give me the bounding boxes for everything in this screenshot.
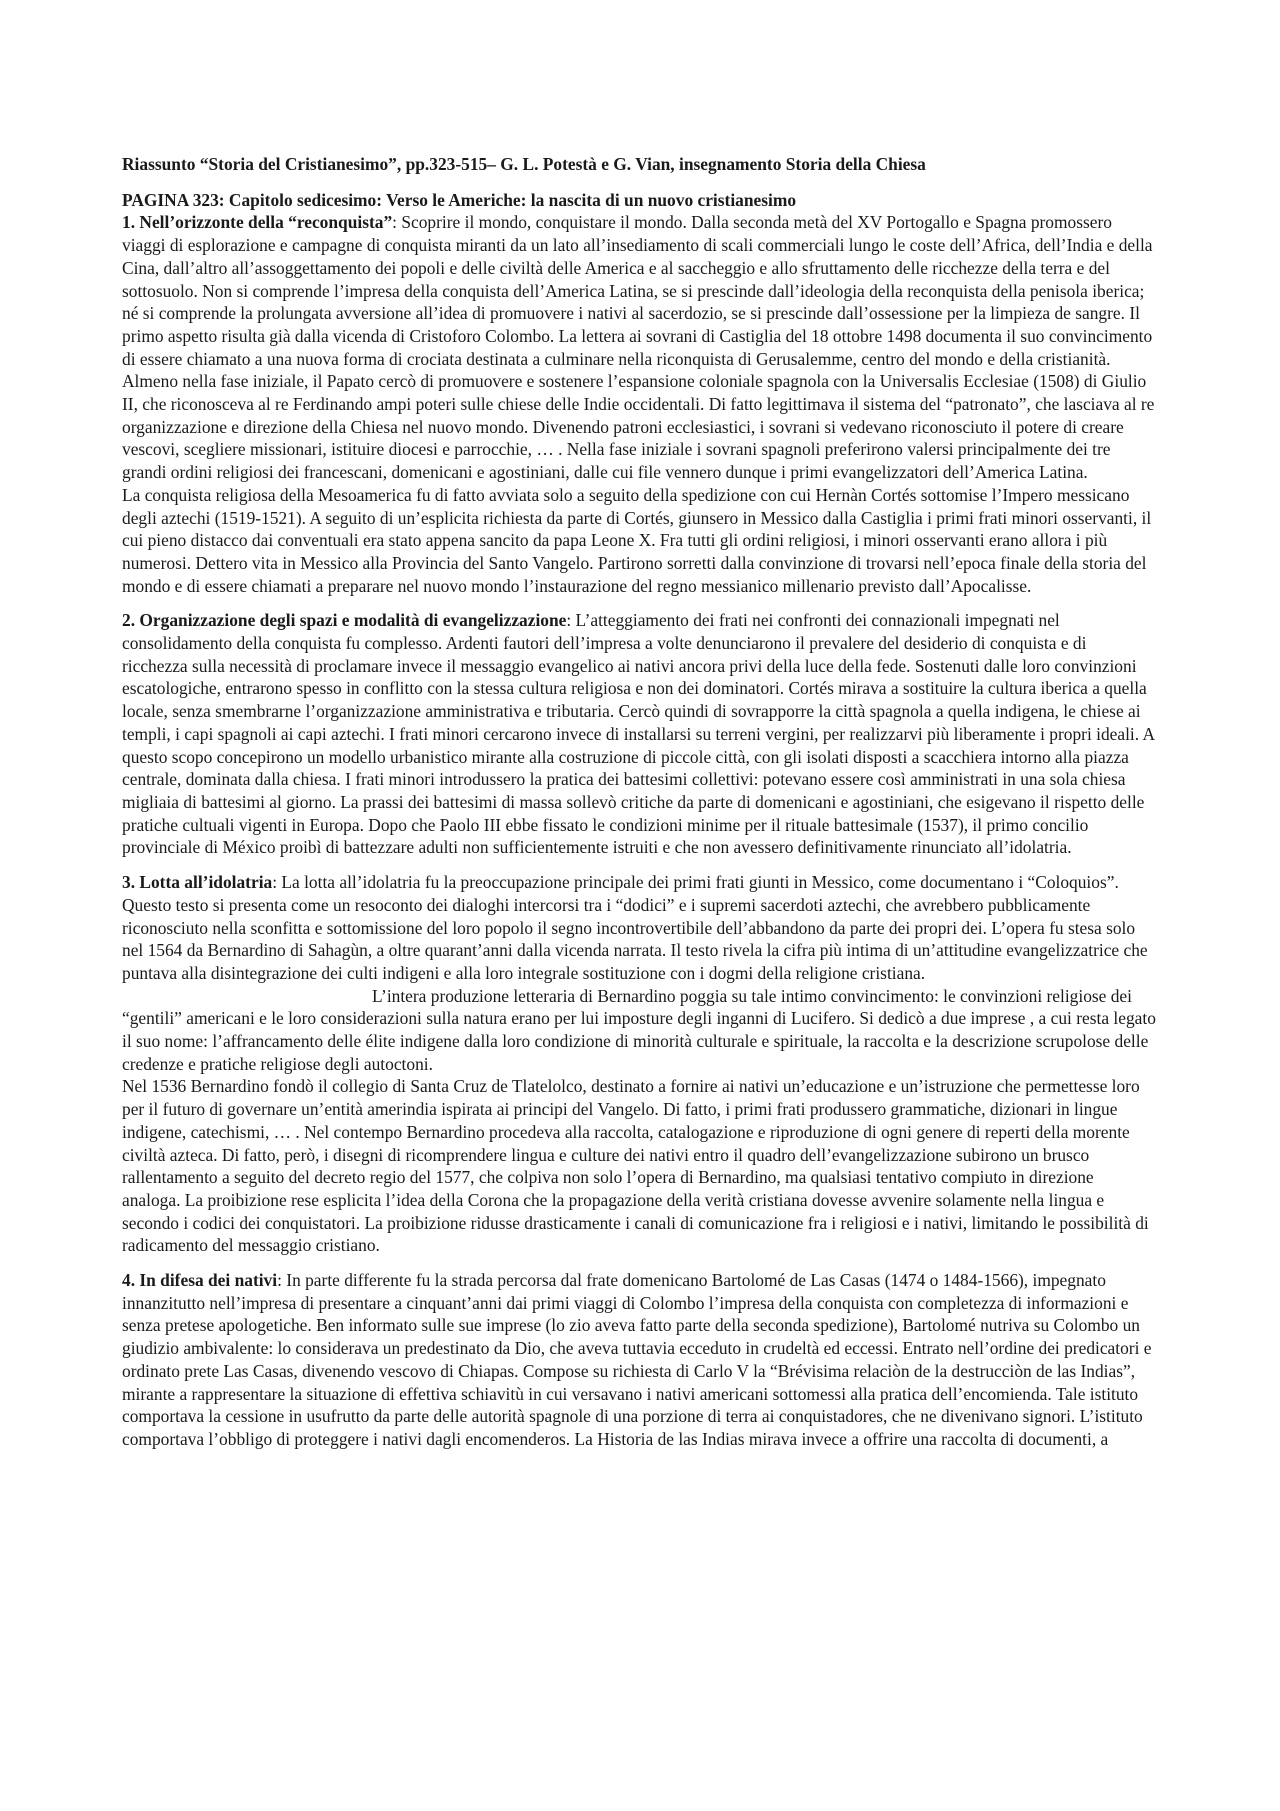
paragraph-text: : In parte differente fu la strada percorsa dal frate domenicano Bartolomé de Las Casas (1474 o 1484-1566), impegnato innanzitutto nell’impresa di presentare a cinquant’anni dai primi viaggi di Colombo l’impresa della conquista con completezza di informazioni e senza pretese apologetiche. Ben informato sulle sue imprese (lo zio aveva fatto parte della seconda spedizione), Bartolomé nutriva su Colombo un giudizio ambivalente: lo considerava un predestinato da Dio, che aveva tuttavia ecceduto in crudeltà ed eccessi. Entrato nell’ordine dei predicatori e ordinato prete Las Casas, divenendo vescovo di Chiapas. Compose su richiesta di Carlo V la “Brévisima relaciòn de la destrucciòn de las Indias”, mirante a rappresentare la situazione di effettiva schiavitù in cui versavano i nativi americani sottomessi alla pratica dell’encomienda. Tale istituto comportava la cessione in usufrutto da parte delle autorità spagnole di una porzione di terra ai conquistadores, che ne divenivano signori. L’istituto comportava l’obbligo di proteggere i nativi dagli encomenderos. La Historia de las Indias mirava invece a offrire una raccolta di documenti, a bbox=[122, 1270, 1152, 1449]
paragraph: La conquista religiosa della Mesoamerica fu di fatto avviata solo a seguito della spedizione con cui Hernàn Cortés sottomise l’Impero messicano degli aztechi (1519-1521). A seguito di un’esplicita richiesta da parte di Cortés, giunsero in Messico dalla Castiglia i primi frati minori osservanti, il cui pieno distacco dai conventuali era stato appena sancito da papa Leone X. Fra tutti gli ordini religiosi, i minori osservanti erano allora i più numerosi. Dettero vita in Messico alla Provincia del Santo Vangelo. Partirono sorretti dalla convinzione di trovarsi nell’epoca finale della storia del mondo e di essere chiamati a preparare nel nuovo mondo l’instaurazione del regno messianico millenario previsto dall’Apocalisse. bbox=[122, 484, 1152, 596]
section-1 bbox=[122, 189, 1156, 598]
paragraph bbox=[122, 871, 1156, 1257]
section-heading: 3. Lotta all’idolatria bbox=[122, 872, 273, 893]
paragraph-text: : La lotta all’idolatria fu la preoccupazione principale dei primi frati giunti in Messico, come documentano i “Coloquios”. Questo testo si presenta come un resoconto dei dialoghi intercorsi tra i “dodici” e i supremi sacerdoti aztechi, che avrebbero pubblicamente riconosciuto nella sconfitta e sottomissione del loro popolo il segno incontrovertibile dell’abbandono da parte dei propri dei. L’opera fu stesa solo nel 1564 da Bernardino di Sahagùn, a oltre quarant’anni dalla vicenda narrata. Il testo rivela la cifra più intima di un’attitudine evangelizzatrice che puntava alla disintegrazione dei culti indigeni e alla loro integrale sostituzione con i dogmi della religione cristiana. bbox=[122, 872, 1148, 983]
paragraph-text: Nel 1536 Bernardino fondò il collegio di Santa Cruz de Tlatelolco, destinato a fornire ai nativi un’educazione e un’istruzione che permettesse loro per il futuro di governare un’entità amerindia ispirata ai principi del Vangelo. Di fatto, i primi frati produssero grammatiche, dizionari in lingue indigene, catechismi, … . Nel contempo Bernardino procedeva alla raccolta, catalogazione e riproduzione di ogni genere di reperti della morente civiltà azteca. Di fatto, però, i disegni di ricomprendere lingua e culture dei nativi entro il quadro dell’evangelizzazione subirono un brusco rallentamento a seguito del decreto regio del 1577, che colpiva non solo l’opera di Bernardino, ma qualsiasi tentativo compiuto in direzione analoga. La proibizione rese esplicita l’idea della Corona che la propagazione della verità cristiana dovesse avvenire solamente nella lingua e secondo i codici dei conquistatori. La proibizione ridusse drasticamente i canali di comunicazione fra i religiosi e i nativi, limitando le possibilità di radicamento del messaggio cristiano. bbox=[122, 1076, 1149, 1256]
paragraph-text: : Scoprire il mondo, conquistare il mondo. Dalla seconda metà del XV Portogallo e Spagna promossero viaggi di esplorazione e campagne di conquista miranti da un lato all’insediamento di scali commerciali lungo le coste dell’Africa, dell’India e della Cina, dall’altro all’assoggettamento dei popoli e delle civiltà delle America e al saccheggio e allo sfruttamento delle ricchezze della terra e del sottosuolo. Non si comprende l’impresa della conquista dell’America Latina, se si prescinde dall’ideologia della reconquista della penisola iberica; né si comprende la prolungata avversione all’idea di promuovere i nativi al sacerdozio, se si prescinde dall’ossessione per la limpieza de sangre. Il primo aspetto risulta già dalla vicenda di Cristoforo Colombo. La lettera ai sovrani di Castiglia del 18 ottobre 1498 documenta il suo convincimento di essere chiamato a una nuova forma di crociata destinata a culminare nella riconquista di Gerusalemme, centro del mondo e della cristianità. bbox=[122, 212, 1153, 369]
paragraph-text: : L’atteggiamento dei frati nei confronti dei connazionali impegnati nel consolidamento della conquista fu complesso. Ardenti fautori dell’impresa a volte denunciarono il prevalere del desiderio di conquista e di ricchezza sulla necessità di proclamare invece il messaggio evangelico ai nativi ancora privi della luce della fede. Sostenuti dalle loro convinzioni escatologiche, entrarono spesso in conflitto con la stessa cultura religiosa e non dei dominatori. Cortés mirava a sostituire la cultura iberica a quella locale, senza smembrarne l’organizzazione amministrativa e tributaria. Cercò quindi di sovrapporre la città spagnola a quella indigena, le chiese ai templi, i capi spagnoli ai capi aztechi. I frati minori cercarono invece di installarsi su terreni vergini, per realizzarvi più liberamente i propri ideali. A questo scopo concepirono un modello urbanistico mirante alla costruzione di piccole città, con gli isolati disposti a scacchiera intorno alla piazza centrale, dominata dalla chiesa. I frati minori introdussero la pratica dei battesimi collettivi: potevano essere così amministrati in una sola chiesa migliaia di battesimi al giorno. La prassi dei battesimi di massa sollevò critiche da parte di domenicani e agostiniani, che esigevano il rispetto delle pratiche cultuali vigenti in Europa. Dopo che Paolo III ebbe fissato le condizioni minime per il rituale battesimale (1537), il primo concilio provinciale di México proibì di battezzare adulti non sufficientemente istruiti e che non avessero definitivamente rinunciato all’idolatria. bbox=[122, 610, 1155, 858]
document-title: Riassunto “Storia del Cristianesimo”, pp.323-515– G. L. Potestà e G. Vian, insegnamento Storia della Chiesa bbox=[122, 154, 926, 174]
paragraph bbox=[122, 211, 1156, 370]
paragraph bbox=[122, 609, 1156, 859]
section-heading: 4. In difesa dei nativi bbox=[122, 1270, 278, 1291]
paragraph-text: L’intera produzione letteraria di Bernardino poggia su tale intimo convincimento: le convinzioni religiose dei “gentili” americani e le loro considerazioni sulla natura erano per lui imposture degli inganni di Lucifero. Si dedicò a due imprese , a cui resta legato il suo nome: l’affrancamento delle élite indigene dalla loro condizione di minorità culturale e spirituale, la raccolta e la descrizione scrupolose delle credenze e pratiche religiose degli autoctoni. bbox=[122, 985, 1156, 1074]
section-3 bbox=[122, 871, 1156, 1257]
chapter-heading: PAGINA 323: Capitolo sedicesimo: Verso le Americhe: la nascita di un nuovo cristianesimo bbox=[122, 189, 797, 210]
section-4 bbox=[122, 1269, 1156, 1451]
section-2 bbox=[122, 609, 1156, 859]
paragraph bbox=[122, 1269, 1156, 1451]
paragraph: Almeno nella fase iniziale, il Papato cercò di promuovere e sostenere l’espansione coloniale spagnola con la Universalis Ecclesiae (1508) di Giulio II, che riconosceva al re Ferdinando ampi poteri sulle chiese delle Indie occidentali. Di fatto legittimava il sistema del “patronato”, che lasciava al re organizzazione e direzione della Chiesa nel nuovo mondo. Divenendo patroni ecclesiastici, i sovrani si vedevano riconosciuto il potere di creare vescovi, scegliere missionari, istituire diocesi e parrocchie, … . Nella fase iniziale i sovrani spagnoli preferirono valersi principalmente dei tre grandi ordini religiosi dei francescani, domenicani e agostiniani, dalle cui file vennero dunque i primi evangelizzatori dell’America Latina. bbox=[122, 371, 1155, 483]
section-heading: 2. Organizzazione degli spazi e modalità di evangelizzazione bbox=[122, 610, 567, 631]
section-heading: 1. Nell’orizzonte della “reconquista” bbox=[122, 212, 393, 233]
